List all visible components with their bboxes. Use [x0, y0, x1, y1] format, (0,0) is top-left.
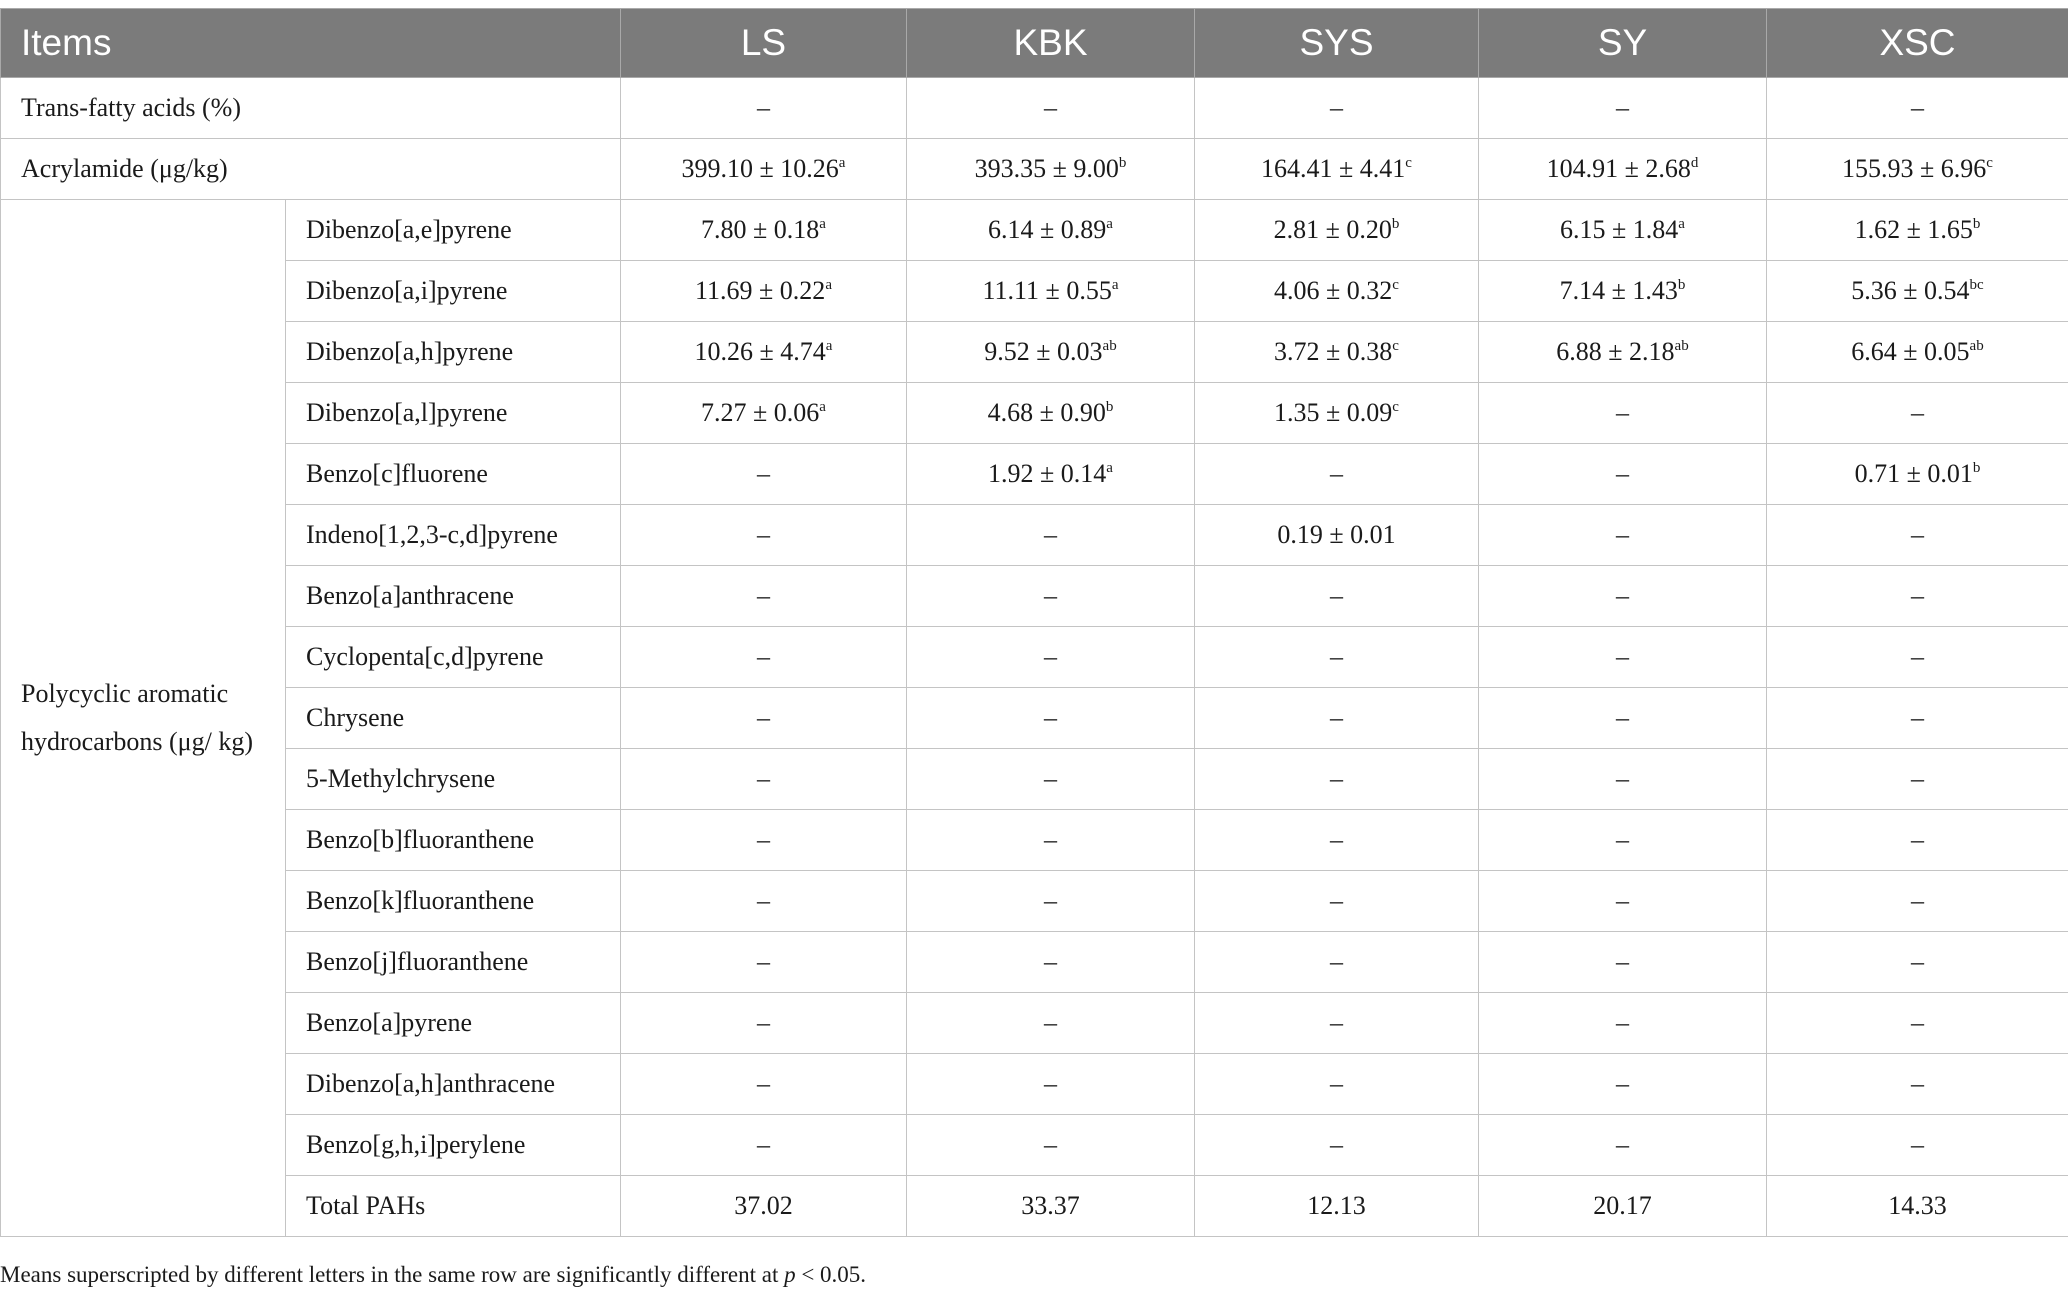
table-header — [1, 9, 2068, 78]
cell-value: 11.11 ± 0.55 — [982, 276, 1112, 305]
significance-letter: c — [1986, 155, 1993, 171]
value-cell — [1479, 993, 1767, 1054]
value-cell — [1767, 1054, 2068, 1115]
value-cell — [1479, 1176, 1767, 1237]
value-cell — [1479, 444, 1767, 505]
compound-label: Benzo[g,h,i]perylene — [286, 1115, 621, 1176]
cell-value: – — [1911, 703, 1924, 732]
cell-value: – — [1044, 642, 1057, 671]
header-items: Items — [1, 9, 621, 78]
value-cell — [621, 261, 907, 322]
header-row — [1, 9, 2068, 78]
cell-value: 6.64 ± 0.05 — [1851, 337, 1970, 366]
value-cell — [907, 749, 1195, 810]
significance-letter: a — [819, 399, 826, 415]
value-cell — [1195, 1054, 1479, 1115]
table-row — [1, 139, 2068, 200]
value-cell — [1767, 444, 2068, 505]
value-cell — [1767, 322, 2068, 383]
compound-label: Total PAHs — [286, 1176, 621, 1237]
value-cell — [1767, 261, 2068, 322]
results-table — [0, 8, 2068, 1237]
table-row — [1, 322, 2068, 383]
table-body — [1, 78, 2068, 1237]
cell-value: – — [1044, 1130, 1057, 1159]
value-cell — [621, 505, 907, 566]
row-label: Trans-fatty acids (%) — [1, 78, 621, 139]
cell-value: 0.19 ± 0.01 — [1277, 520, 1396, 549]
cell-value: – — [1330, 703, 1343, 732]
value-cell — [907, 1176, 1195, 1237]
value-cell — [907, 1115, 1195, 1176]
value-cell — [1195, 566, 1479, 627]
value-cell — [1767, 993, 2068, 1054]
cell-value: – — [1044, 764, 1057, 793]
value-cell — [1767, 871, 2068, 932]
cell-value: – — [1616, 93, 1629, 122]
cell-value: – — [757, 1008, 770, 1037]
value-cell — [621, 1054, 907, 1115]
cell-value: – — [1044, 93, 1057, 122]
value-cell — [1479, 139, 1767, 200]
cell-value: 5.36 ± 0.54 — [1851, 276, 1970, 305]
compound-label: Dibenzo[a,e]pyrene — [286, 200, 621, 261]
value-cell — [621, 139, 907, 200]
value-cell — [1195, 810, 1479, 871]
table-row — [1, 810, 2068, 871]
cell-value: – — [757, 703, 770, 732]
value-cell — [1479, 200, 1767, 261]
value-cell — [1479, 383, 1767, 444]
table-row — [1, 78, 2068, 139]
cell-value: – — [1616, 886, 1629, 915]
significance-letter: a — [1111, 277, 1119, 293]
value-cell — [1479, 566, 1767, 627]
compound-label: Benzo[a]pyrene — [286, 993, 621, 1054]
value-cell — [1767, 200, 2068, 261]
group-label: Polycyclic aromatic hydrocarbons (μg/ kg) — [1, 200, 286, 1237]
cell-value: 12.13 — [1307, 1191, 1366, 1220]
table-row — [1, 932, 2068, 993]
cell-value: 1.92 ± 0.14 — [988, 459, 1107, 488]
compound-label: Benzo[c]fluorene — [286, 444, 621, 505]
significance-letter: ab — [1102, 338, 1117, 354]
cell-value: – — [1911, 947, 1924, 976]
header-kbk: KBK — [907, 9, 1195, 78]
cell-value: – — [1616, 1069, 1629, 1098]
cell-value: 6.88 ± 2.18 — [1556, 337, 1675, 366]
value-cell — [1479, 932, 1767, 993]
value-cell — [907, 78, 1195, 139]
value-cell — [1479, 871, 1767, 932]
cell-value: – — [1911, 581, 1924, 610]
cell-value: – — [1044, 1069, 1057, 1098]
cell-value: – — [1330, 825, 1343, 854]
cell-value: – — [1616, 581, 1629, 610]
value-cell — [907, 322, 1195, 383]
cell-value: – — [1616, 947, 1629, 976]
cell-value: – — [757, 825, 770, 854]
cell-value: – — [757, 642, 770, 671]
cell-value: 399.10 ± 10.26 — [681, 154, 839, 183]
significance-letter: b — [1972, 460, 1981, 476]
cell-value: – — [757, 1069, 770, 1098]
value-cell — [1767, 78, 2068, 139]
cell-value: – — [757, 947, 770, 976]
cell-value: – — [1044, 520, 1057, 549]
cell-value: 7.80 ± 0.18 — [701, 215, 820, 244]
cell-value: – — [1616, 520, 1629, 549]
cell-value: – — [757, 1130, 770, 1159]
value-cell — [1195, 383, 1479, 444]
cell-value: 104.91 ± 2.68 — [1546, 154, 1691, 183]
header-xsc: XSC — [1767, 9, 2068, 78]
value-cell — [1195, 1115, 1479, 1176]
value-cell — [1767, 505, 2068, 566]
value-cell — [621, 688, 907, 749]
cell-value: – — [1330, 642, 1343, 671]
cell-value: – — [757, 581, 770, 610]
value-cell — [621, 1115, 907, 1176]
cell-value: – — [1911, 825, 1924, 854]
cell-value: 1.35 ± 0.09 — [1274, 398, 1393, 427]
compound-label: Benzo[b]fluoranthene — [286, 810, 621, 871]
header-ls: LS — [621, 9, 907, 78]
cell-value: – — [1911, 398, 1924, 427]
cell-value: – — [1330, 1130, 1343, 1159]
value-cell — [1767, 1115, 2068, 1176]
value-cell — [1479, 627, 1767, 688]
cell-value: – — [1616, 459, 1629, 488]
significance-letter: a — [819, 216, 826, 232]
value-cell — [621, 322, 907, 383]
compound-label: Chrysene — [286, 688, 621, 749]
cell-value: – — [757, 93, 770, 122]
significance-letter: bc — [1969, 277, 1984, 293]
value-cell — [1479, 322, 1767, 383]
cell-value: – — [1616, 1008, 1629, 1037]
value-cell — [907, 688, 1195, 749]
value-cell — [907, 932, 1195, 993]
value-cell — [1767, 688, 2068, 749]
significance-letter: a — [1106, 460, 1113, 476]
table-row — [1, 1115, 2068, 1176]
value-cell — [907, 627, 1195, 688]
cell-value: 10.26 ± 4.74 — [694, 337, 826, 366]
value-cell — [1767, 566, 2068, 627]
row-label: Acrylamide (μg/kg) — [1, 139, 621, 200]
cell-value: – — [1330, 947, 1343, 976]
cell-value: – — [1616, 825, 1629, 854]
cell-value: – — [1911, 886, 1924, 915]
compound-label: 5-Methylchrysene — [286, 749, 621, 810]
compound-label: Cyclopenta[c,d]pyrene — [286, 627, 621, 688]
table-row — [1, 444, 2068, 505]
significance-letter: a — [838, 155, 846, 171]
value-cell — [1195, 627, 1479, 688]
cell-value: – — [1044, 1008, 1057, 1037]
value-cell — [621, 993, 907, 1054]
significance-letter: d — [1690, 155, 1699, 171]
cell-value: – — [1911, 93, 1924, 122]
footnote-p-symbol: p — [784, 1262, 796, 1287]
value-cell — [1195, 444, 1479, 505]
cell-value: – — [1911, 1008, 1924, 1037]
value-cell — [1195, 993, 1479, 1054]
cell-value: 37.02 — [734, 1191, 793, 1220]
significance-letter: c — [1392, 277, 1399, 293]
table-row — [1, 1054, 2068, 1115]
table-row — [1, 688, 2068, 749]
compound-label: Indeno[1,2,3-c,d]pyrene — [286, 505, 621, 566]
value-cell — [1479, 749, 1767, 810]
value-cell — [1767, 810, 2068, 871]
cell-value: 7.27 ± 0.06 — [701, 398, 820, 427]
value-cell — [1195, 871, 1479, 932]
value-cell — [907, 139, 1195, 200]
cell-value: – — [1330, 886, 1343, 915]
significance-letter: b — [1391, 216, 1400, 232]
value-cell — [621, 200, 907, 261]
cell-value: – — [1330, 1069, 1343, 1098]
significance-letter: b — [1118, 155, 1127, 171]
significance-letter: ab — [1969, 338, 1984, 354]
value-cell — [621, 444, 907, 505]
cell-value: 7.14 ± 1.43 — [1559, 276, 1678, 305]
cell-value: – — [1616, 398, 1629, 427]
value-cell — [907, 444, 1195, 505]
cell-value: 20.17 — [1593, 1191, 1652, 1220]
value-cell — [907, 505, 1195, 566]
value-cell — [1479, 810, 1767, 871]
compound-label: Dibenzo[a,i]pyrene — [286, 261, 621, 322]
cell-value: 6.14 ± 0.89 — [988, 215, 1107, 244]
cell-value: – — [1044, 886, 1057, 915]
significance-letter: ab — [1674, 338, 1689, 354]
significance-letter: a — [1678, 216, 1685, 232]
value-cell — [907, 871, 1195, 932]
value-cell — [907, 200, 1195, 261]
table-row — [1, 566, 2068, 627]
cell-value: – — [1616, 642, 1629, 671]
cell-value: – — [1911, 642, 1924, 671]
cell-value: – — [1044, 825, 1057, 854]
value-cell — [1767, 139, 2068, 200]
value-cell — [621, 383, 907, 444]
cell-value: – — [757, 764, 770, 793]
value-cell — [1195, 139, 1479, 200]
significance-letter: a — [825, 338, 833, 354]
value-cell — [907, 810, 1195, 871]
value-cell — [1479, 688, 1767, 749]
value-cell — [1479, 1115, 1767, 1176]
value-cell — [621, 871, 907, 932]
value-cell — [1767, 383, 2068, 444]
value-cell — [621, 810, 907, 871]
significance-letter: b — [1677, 277, 1686, 293]
cell-value: – — [1330, 764, 1343, 793]
footnote-text: Means superscripted by different letters in the same row are significantly different at — [0, 1262, 785, 1287]
cell-value: – — [1044, 581, 1057, 610]
value-cell — [907, 261, 1195, 322]
compound-label: Benzo[a]anthracene — [286, 566, 621, 627]
table-row — [1, 627, 2068, 688]
cell-value: – — [1330, 581, 1343, 610]
value-cell — [621, 1176, 907, 1237]
table-footnote — [0, 1262, 866, 1288]
table-row — [1, 200, 2068, 261]
cell-value: – — [1044, 703, 1057, 732]
cell-value: 4.68 ± 0.90 — [987, 398, 1106, 427]
value-cell — [1479, 78, 1767, 139]
value-cell — [1195, 749, 1479, 810]
table-row — [1, 261, 2068, 322]
cell-value: – — [1911, 1130, 1924, 1159]
cell-value: 9.52 ± 0.03 — [984, 337, 1103, 366]
value-cell — [1767, 1176, 2068, 1237]
cell-value: – — [757, 459, 770, 488]
compound-label: Benzo[j]fluoranthene — [286, 932, 621, 993]
cell-value: – — [1330, 1008, 1343, 1037]
cell-value: – — [757, 886, 770, 915]
value-cell — [621, 627, 907, 688]
value-cell — [621, 566, 907, 627]
table-row — [1, 993, 2068, 1054]
cell-value: 33.37 — [1021, 1191, 1080, 1220]
cell-value: – — [1616, 1130, 1629, 1159]
cell-value: 4.06 ± 0.32 — [1274, 276, 1393, 305]
value-cell — [1195, 200, 1479, 261]
value-cell — [1767, 932, 2068, 993]
table-row — [1, 383, 2068, 444]
significance-letter: c — [1392, 399, 1399, 415]
header-sys: SYS — [1195, 9, 1479, 78]
cell-value: – — [757, 520, 770, 549]
value-cell — [1479, 1054, 1767, 1115]
cell-value: – — [1330, 93, 1343, 122]
compound-label: Dibenzo[a,h]pyrene — [286, 322, 621, 383]
value-cell — [1195, 505, 1479, 566]
cell-value: – — [1044, 947, 1057, 976]
cell-value: 393.35 ± 9.00 — [974, 154, 1119, 183]
cell-value: 164.41 ± 4.41 — [1261, 154, 1406, 183]
footnote-threshold: < 0.05. — [795, 1262, 867, 1287]
cell-value: 11.69 ± 0.22 — [695, 276, 826, 305]
compound-label: Benzo[k]fluoranthene — [286, 871, 621, 932]
value-cell — [907, 993, 1195, 1054]
value-cell — [621, 749, 907, 810]
cell-value: – — [1616, 703, 1629, 732]
cell-value: 0.71 ± 0.01 — [1854, 459, 1973, 488]
value-cell — [1479, 261, 1767, 322]
table-row — [1, 749, 2068, 810]
cell-value: 2.81 ± 0.20 — [1273, 215, 1392, 244]
table-row — [1, 1176, 2068, 1237]
cell-value: 14.33 — [1888, 1191, 1947, 1220]
value-cell — [907, 566, 1195, 627]
significance-letter: a — [1106, 216, 1113, 232]
cell-value: – — [1911, 764, 1924, 793]
table-row — [1, 871, 2068, 932]
cell-value: 6.15 ± 1.84 — [1560, 215, 1679, 244]
significance-letter: c — [1392, 338, 1399, 354]
compound-label: Dibenzo[a,h]anthracene — [286, 1054, 621, 1115]
significance-letter: b — [1105, 399, 1114, 415]
cell-value: – — [1616, 764, 1629, 793]
cell-value: – — [1911, 520, 1924, 549]
significance-letter: c — [1405, 155, 1412, 171]
value-cell — [1767, 749, 2068, 810]
value-cell — [1479, 505, 1767, 566]
value-cell — [907, 383, 1195, 444]
significance-letter: a — [825, 277, 832, 293]
value-cell — [1195, 688, 1479, 749]
value-cell — [1195, 1176, 1479, 1237]
significance-letter: b — [1972, 216, 1981, 232]
cell-value: – — [1330, 459, 1343, 488]
header-sy: SY — [1479, 9, 1767, 78]
cell-value: 1.62 ± 1.65 — [1854, 215, 1973, 244]
value-cell — [621, 932, 907, 993]
compound-label: Dibenzo[a,l]pyrene — [286, 383, 621, 444]
cell-value: 3.72 ± 0.38 — [1274, 337, 1393, 366]
cell-value: – — [1911, 1069, 1924, 1098]
table-row — [1, 505, 2068, 566]
value-cell — [1195, 932, 1479, 993]
cell-value: 155.93 ± 6.96 — [1842, 154, 1987, 183]
value-cell — [621, 78, 907, 139]
value-cell — [1767, 627, 2068, 688]
value-cell — [1195, 322, 1479, 383]
value-cell — [1195, 261, 1479, 322]
value-cell — [1195, 78, 1479, 139]
value-cell — [907, 1054, 1195, 1115]
